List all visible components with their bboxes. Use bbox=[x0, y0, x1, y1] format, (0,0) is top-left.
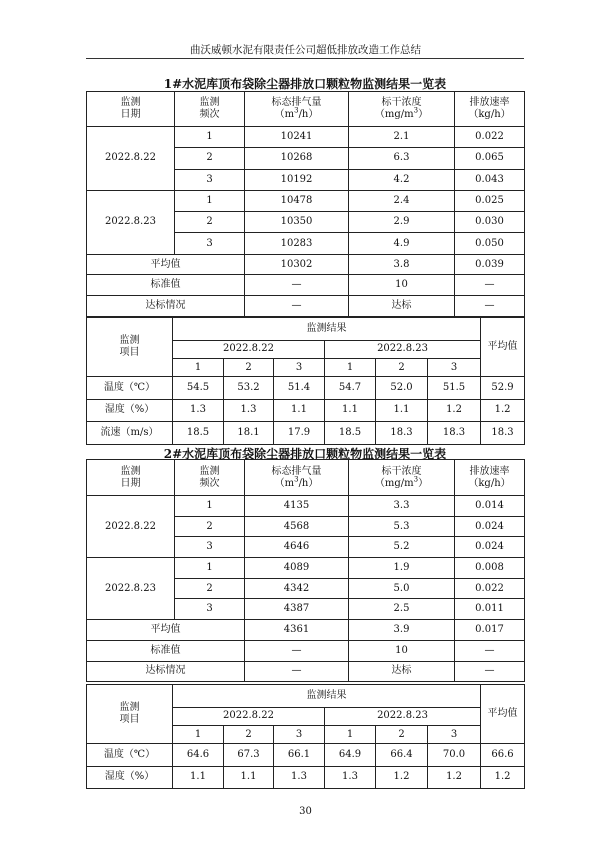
concentration-cell: 4.2 bbox=[349, 169, 455, 190]
standard-row bbox=[87, 640, 525, 661]
rate-cell: 0.011 bbox=[455, 599, 525, 620]
rate-cell: 0.022 bbox=[455, 127, 525, 148]
airflow-cell: — bbox=[245, 296, 349, 317]
param-value: 1.3 bbox=[224, 399, 274, 422]
concentration-cell: 2.5 bbox=[349, 599, 455, 620]
param-value: 53.2 bbox=[224, 377, 274, 400]
param-number-header: 2 bbox=[224, 359, 274, 377]
table-row bbox=[87, 766, 525, 789]
rate-cell: 0.014 bbox=[455, 496, 525, 517]
standard-row bbox=[87, 275, 525, 296]
airflow-header-line: 标态排气量 bbox=[271, 97, 322, 108]
frequency-header bbox=[175, 460, 245, 496]
airflow-cell: 10268 bbox=[245, 148, 349, 169]
param-value: 18.3 bbox=[428, 422, 481, 445]
params-header-row bbox=[87, 318, 525, 341]
airflow-unit-tail: /h） bbox=[298, 477, 319, 489]
param-number-header: 1 bbox=[173, 726, 224, 744]
concentration-header bbox=[349, 92, 455, 127]
table-row bbox=[87, 744, 525, 767]
frequency-cell: 3 bbox=[175, 233, 245, 254]
table1-params bbox=[86, 317, 525, 445]
param-label: 温度（℃） bbox=[87, 744, 173, 767]
airflow-cell: — bbox=[245, 661, 349, 682]
airflow-header bbox=[245, 92, 349, 127]
airflow-cell: — bbox=[245, 275, 349, 296]
item-header bbox=[87, 318, 173, 377]
frequency-cell: 3 bbox=[175, 599, 245, 620]
date-header-line: 日期 bbox=[120, 477, 141, 489]
concentration-cell: 2.1 bbox=[349, 127, 455, 148]
airflow-unit: （m bbox=[274, 477, 295, 489]
param-date-header: 2022.8.22 bbox=[173, 707, 325, 726]
rate-header-line: （kg/h） bbox=[468, 109, 511, 120]
date-header-line: 监测 bbox=[120, 97, 141, 108]
standard-row-label: 标准值 bbox=[87, 640, 245, 661]
rate-cell: — bbox=[455, 275, 525, 296]
table-row bbox=[87, 496, 525, 517]
rate-cell: 0.039 bbox=[455, 254, 525, 275]
param-date-header: 2022.8.23 bbox=[325, 707, 481, 726]
param-value: 70.0 bbox=[428, 744, 481, 767]
param-value: 1.3 bbox=[274, 766, 325, 789]
airflow-cell: 4342 bbox=[245, 578, 349, 599]
page-header: 曲沃威顿水泥有限责任公司超低排放改造工作总结 bbox=[190, 44, 421, 56]
airflow-unit: （m bbox=[274, 109, 295, 120]
average-row bbox=[87, 254, 525, 275]
param-value: 1.2 bbox=[428, 399, 481, 422]
frequency-cell: 3 bbox=[175, 537, 245, 558]
table-row bbox=[87, 377, 525, 400]
table2-header-row bbox=[87, 460, 525, 496]
param-number-header: 2 bbox=[376, 359, 428, 377]
rate-cell: 0.065 bbox=[455, 148, 525, 169]
airflow-unit-tail: /h） bbox=[298, 109, 319, 120]
table-row bbox=[87, 558, 525, 579]
param-value: 18.5 bbox=[325, 422, 376, 445]
compliance-row-label: 达标情况 bbox=[87, 296, 245, 317]
param-label: 温度（℃） bbox=[87, 377, 173, 400]
concentration-cell: 5.2 bbox=[349, 537, 455, 558]
params-header-row bbox=[87, 685, 525, 708]
frequency-cell: 1 bbox=[175, 127, 245, 148]
page-number: 30 bbox=[299, 806, 312, 817]
param-value: 51.4 bbox=[274, 377, 325, 400]
param-label: 流速（m/s） bbox=[87, 422, 173, 445]
airflow-cell: 4646 bbox=[245, 537, 349, 558]
concentration-cell: 1.9 bbox=[349, 558, 455, 579]
table1-title: 1#水泥库顶布袋除尘器排放口颗粒物监测结果一览表 bbox=[163, 77, 447, 91]
concentration-cell: 4.9 bbox=[349, 233, 455, 254]
item-header-line: 监测 bbox=[119, 702, 140, 713]
frequency-header-line: 监测 bbox=[199, 97, 220, 108]
concentration-header-line: 标干浓度 bbox=[381, 97, 422, 108]
rate-cell: 0.050 bbox=[455, 233, 525, 254]
date-cell: 2022.8.22 bbox=[87, 496, 175, 558]
date-header-line: 日期 bbox=[120, 109, 141, 120]
param-number-header: 3 bbox=[428, 726, 481, 744]
frequency-header-line: 频次 bbox=[199, 477, 220, 489]
param-number-header: 3 bbox=[274, 726, 325, 744]
param-value: 1.1 bbox=[224, 766, 274, 789]
table-row bbox=[87, 399, 525, 422]
compliance-row bbox=[87, 661, 525, 682]
results-header: 监测结果 bbox=[173, 685, 481, 708]
date-cell: 2022.8.23 bbox=[87, 558, 175, 620]
rate-cell: 0.017 bbox=[455, 620, 525, 641]
concentration-unit-tail: ） bbox=[418, 109, 429, 120]
param-value: 1.1 bbox=[173, 766, 224, 789]
param-value: 51.5 bbox=[428, 377, 481, 400]
param-date-header: 2022.8.23 bbox=[325, 340, 481, 359]
param-value: 1.1 bbox=[376, 399, 428, 422]
table1-header-row bbox=[87, 92, 525, 127]
rate-cell: 0.024 bbox=[455, 537, 525, 558]
concentration-unit-sup: 3 bbox=[413, 475, 419, 484]
rate-cell: 0.022 bbox=[455, 578, 525, 599]
rate-header-line: 排放速率 bbox=[469, 465, 510, 477]
param-date-header: 2022.8.22 bbox=[173, 340, 325, 359]
concentration-cell: 10 bbox=[349, 640, 455, 661]
frequency-cell: 2 bbox=[175, 148, 245, 169]
concentration-cell: 3.3 bbox=[349, 496, 455, 517]
date-header bbox=[87, 92, 175, 127]
param-average: 66.6 bbox=[481, 744, 525, 767]
rate-cell: — bbox=[455, 296, 525, 317]
param-number-header: 1 bbox=[325, 726, 376, 744]
airflow-cell: 10350 bbox=[245, 212, 349, 233]
item-header bbox=[87, 685, 173, 744]
rate-header bbox=[455, 460, 525, 496]
airflow-cell: 10283 bbox=[245, 233, 349, 254]
date-cell: 2022.8.22 bbox=[87, 127, 175, 191]
airflow-cell: 4387 bbox=[245, 599, 349, 620]
table-row bbox=[87, 422, 525, 445]
concentration-unit-sup: 3 bbox=[413, 106, 419, 115]
param-number-header: 3 bbox=[274, 359, 325, 377]
param-value: 52.0 bbox=[376, 377, 428, 400]
frequency-header bbox=[175, 92, 245, 127]
compliance-row bbox=[87, 296, 525, 317]
concentration-cell: 5.0 bbox=[349, 578, 455, 599]
param-average: 1.2 bbox=[481, 399, 525, 422]
param-value: 64.9 bbox=[325, 744, 376, 767]
item-header-line: 项目 bbox=[119, 714, 140, 725]
frequency-cell: 2 bbox=[175, 516, 245, 537]
table2-title: 2#水泥库顶布袋除尘器排放口颗粒物监测结果一览表 bbox=[163, 447, 447, 461]
rate-header-line: （kg/h） bbox=[468, 477, 511, 489]
param-value: 1.1 bbox=[325, 399, 376, 422]
airflow-cell: 10302 bbox=[245, 254, 349, 275]
param-value: 1.2 bbox=[376, 766, 428, 789]
table2-main bbox=[86, 459, 525, 682]
airflow-cell: 10192 bbox=[245, 169, 349, 190]
rate-cell: 0.030 bbox=[455, 212, 525, 233]
frequency-cell: 1 bbox=[175, 190, 245, 211]
concentration-cell: 2.9 bbox=[349, 212, 455, 233]
frequency-header-line: 频次 bbox=[199, 109, 220, 120]
param-label: 湿度（%） bbox=[87, 766, 173, 789]
param-average-header: 平均值 bbox=[481, 318, 525, 377]
item-header-line: 项目 bbox=[119, 347, 140, 358]
average-row-label: 平均值 bbox=[87, 620, 245, 641]
concentration-header bbox=[349, 460, 455, 496]
param-average-header: 平均值 bbox=[481, 685, 525, 744]
frequency-cell: 1 bbox=[175, 558, 245, 579]
airflow-unit-sup: 3 bbox=[294, 106, 299, 115]
param-average: 18.3 bbox=[481, 422, 525, 445]
airflow-cell: 4568 bbox=[245, 516, 349, 537]
concentration-unit: （mg/m bbox=[374, 109, 414, 120]
concentration-cell: 达标 bbox=[349, 296, 455, 317]
param-value: 1.1 bbox=[274, 399, 325, 422]
param-number-header: 1 bbox=[325, 359, 376, 377]
airflow-cell: 4135 bbox=[245, 496, 349, 517]
param-value: 54.7 bbox=[325, 377, 376, 400]
param-value: 18.1 bbox=[224, 422, 274, 445]
param-value: 1.3 bbox=[173, 399, 224, 422]
concentration-unit: （mg/m bbox=[374, 477, 414, 489]
frequency-cell: 2 bbox=[175, 212, 245, 233]
item-header-line: 监测 bbox=[119, 335, 140, 346]
date-cell: 2022.8.23 bbox=[87, 190, 175, 254]
table1-main bbox=[86, 91, 525, 317]
param-value: 17.9 bbox=[274, 422, 325, 445]
param-number-header: 1 bbox=[173, 359, 224, 377]
param-average: 52.9 bbox=[481, 377, 525, 400]
airflow-cell: — bbox=[245, 640, 349, 661]
average-row-label: 平均值 bbox=[87, 254, 245, 275]
rate-header bbox=[455, 92, 525, 127]
concentration-cell: 10 bbox=[349, 275, 455, 296]
table2-params bbox=[86, 684, 525, 789]
param-number-header: 2 bbox=[224, 726, 274, 744]
frequency-cell: 1 bbox=[175, 496, 245, 517]
airflow-cell: 10478 bbox=[245, 190, 349, 211]
param-value: 66.4 bbox=[376, 744, 428, 767]
average-row bbox=[87, 620, 525, 641]
rate-cell: 0.043 bbox=[455, 169, 525, 190]
concentration-cell: 6.3 bbox=[349, 148, 455, 169]
concentration-cell: 3.8 bbox=[349, 254, 455, 275]
param-number-header: 3 bbox=[428, 359, 481, 377]
concentration-cell: 5.3 bbox=[349, 516, 455, 537]
airflow-cell: 4089 bbox=[245, 558, 349, 579]
frequency-cell: 3 bbox=[175, 169, 245, 190]
airflow-header-line: 标态排气量 bbox=[271, 465, 322, 477]
param-number-header: 2 bbox=[376, 726, 428, 744]
param-value: 1.2 bbox=[428, 766, 481, 789]
airflow-cell: 10241 bbox=[245, 127, 349, 148]
results-header: 监测结果 bbox=[173, 318, 481, 341]
table-row bbox=[87, 190, 525, 211]
header-divider bbox=[86, 58, 524, 59]
airflow-cell: 4361 bbox=[245, 620, 349, 641]
rate-cell: 0.024 bbox=[455, 516, 525, 537]
param-value: 54.5 bbox=[173, 377, 224, 400]
compliance-row-label: 达标情况 bbox=[87, 661, 245, 682]
concentration-unit-tail: ） bbox=[418, 477, 429, 489]
airflow-unit-sup: 3 bbox=[294, 475, 299, 484]
rate-header-line: 排放速率 bbox=[469, 97, 510, 108]
param-value: 64.6 bbox=[173, 744, 224, 767]
date-header-line: 监测 bbox=[120, 465, 141, 477]
concentration-cell: 3.9 bbox=[349, 620, 455, 641]
concentration-cell: 2.4 bbox=[349, 190, 455, 211]
param-label: 湿度（%） bbox=[87, 399, 173, 422]
concentration-header-line: 标干浓度 bbox=[381, 465, 422, 477]
table-row bbox=[87, 127, 525, 148]
concentration-cell: 达标 bbox=[349, 661, 455, 682]
rate-cell: 0.008 bbox=[455, 558, 525, 579]
rate-cell: — bbox=[455, 661, 525, 682]
date-header bbox=[87, 460, 175, 496]
rate-cell: 0.025 bbox=[455, 190, 525, 211]
param-value: 67.3 bbox=[224, 744, 274, 767]
standard-row-label: 标准值 bbox=[87, 275, 245, 296]
param-value: 18.3 bbox=[376, 422, 428, 445]
frequency-header-line: 监测 bbox=[199, 465, 220, 477]
airflow-header bbox=[245, 460, 349, 496]
param-average: 1.2 bbox=[481, 766, 525, 789]
param-value: 66.1 bbox=[274, 744, 325, 767]
param-value: 18.5 bbox=[173, 422, 224, 445]
frequency-cell: 2 bbox=[175, 578, 245, 599]
rate-cell: — bbox=[455, 640, 525, 661]
param-value: 1.3 bbox=[325, 766, 376, 789]
